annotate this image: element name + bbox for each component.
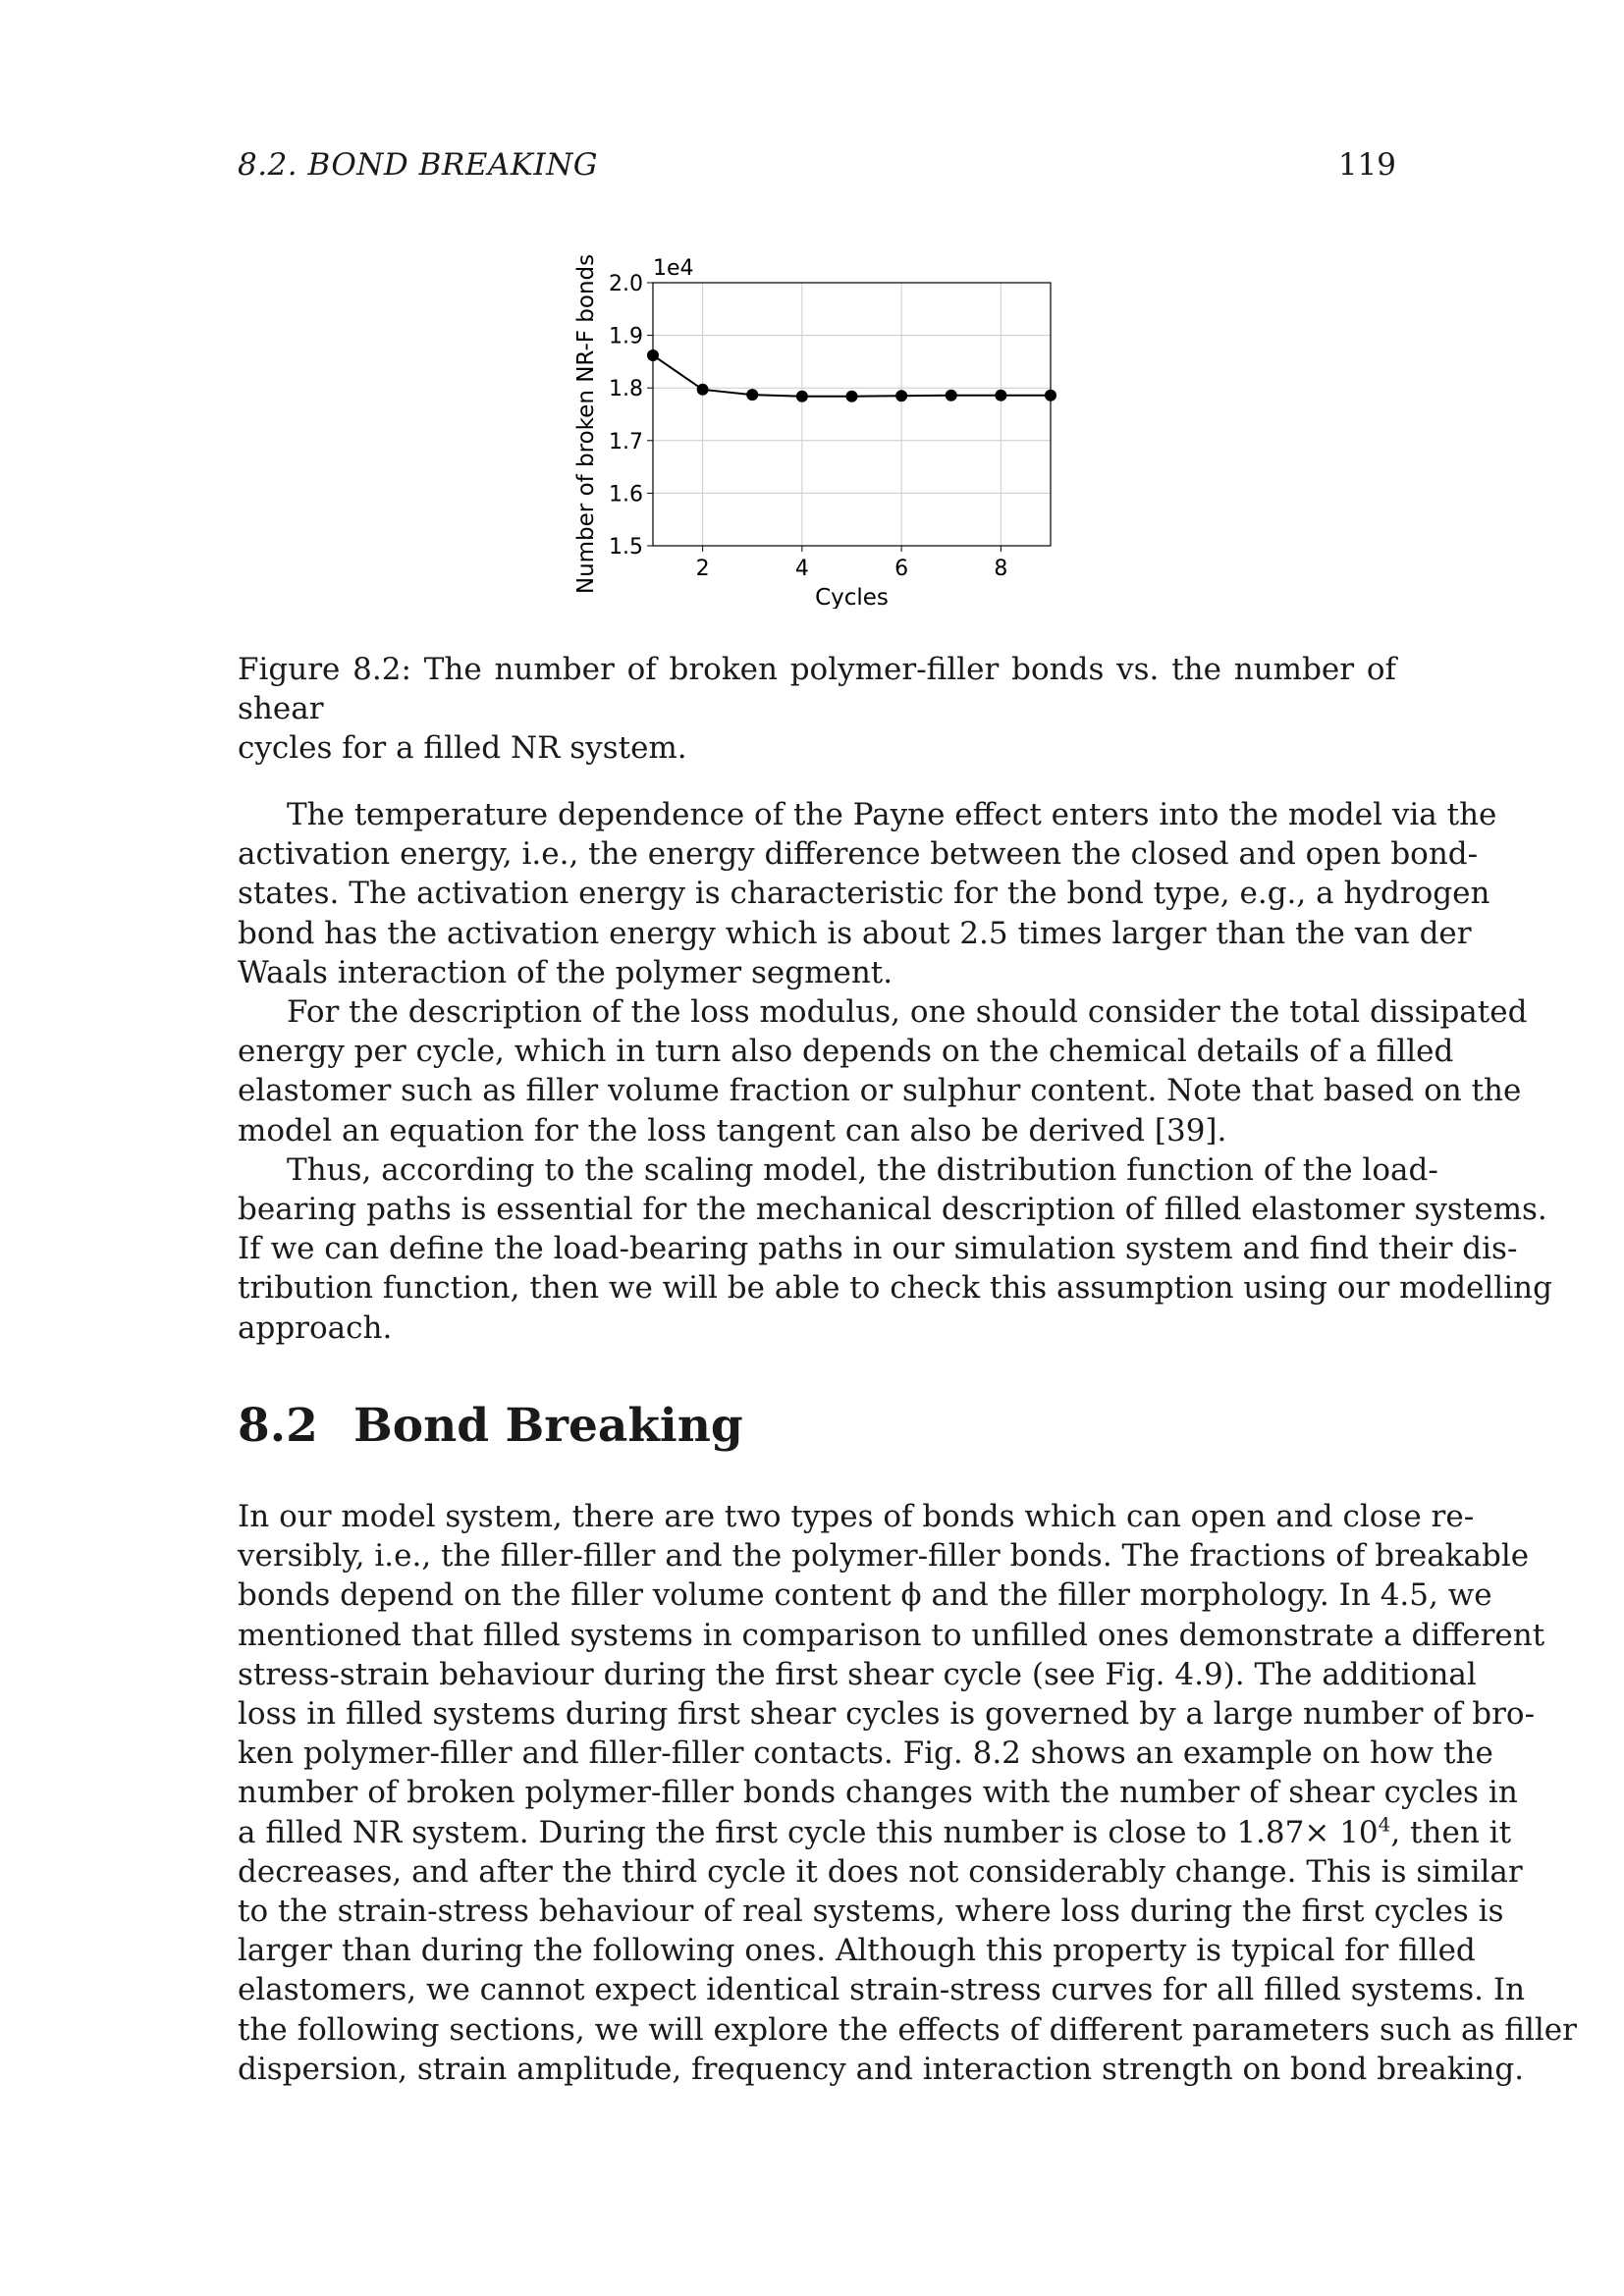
y-tick-label: 1.5 [609,535,643,560]
text-line: versibly, i.e., the filler-filler and the polymer-filler bonds. The fractions of breakable [238,1538,1530,1575]
text-line: activation energy, i.e., the energy difference between the closed and open bond- [238,836,1479,873]
data-point [647,349,659,361]
caption-line: cycles for a filled NR system. [238,730,687,766]
text-line: states. The activation energy is characteristic for the bond type, e.g., a hydrogen [238,876,1490,912]
data-point [846,391,858,402]
text-line: In our model system, there are two types of bonds which can open and close re- [238,1499,1475,1534]
text-line: tribution function, then we will be able to check this assumption using our modelling [238,1270,1552,1307]
paragraph-3 [238,1150,1552,1348]
text-line: the following sections, we will explore the effects of different parameters such as filler [238,2011,1577,2048]
text-line: The temperature dependence of the Payne effect enters into the model via the [287,797,1497,832]
text-line: For the description of the loss modulus, one should consider the total dissipated [287,994,1528,1031]
y-tick-label: 2.0 [609,272,643,296]
section-number: 8.2 [238,1399,318,1453]
text-line: If we can define the load-bearing paths in our simulation system and find their dis- [238,1231,1518,1267]
broken-bonds-chart [569,236,1080,609]
page-header [238,147,1396,196]
section-body [238,1497,1577,2089]
text-line: dispersion, strain amplitude, frequency and interaction strength on bond breaking. [238,2051,1525,2087]
text-line: stress-strain behaviour during the first shear cycle (see Fig. 4.9). The additional [238,1656,1477,1692]
data-point [895,390,907,401]
x-tick-label: 8 [994,557,1008,581]
x-axis-label: Cycles [815,585,889,609]
data-point [946,390,957,401]
x-tick-label: 4 [794,557,809,581]
data-point [1045,390,1056,401]
text-fragment: a filled NR system. During the first cycle this number is close to 1.87× 10 [238,1814,1379,1850]
text-line: approach. [238,1309,393,1346]
data-point [995,390,1006,401]
data-series-line [653,355,1051,397]
section-title: Bond Breaking [353,1399,743,1453]
page-number: 119 [1337,147,1396,183]
text-line-with-superscript [238,1812,1512,1852]
y-axis-label: Number of broken NR-F bonds [573,253,599,595]
text-line: loss in filled systems during first shear cycles is governed by a large number of bro- [238,1696,1536,1733]
text-line: larger than during the following ones. Although this property is typical for filled [238,1933,1476,1969]
intro-paragraphs [238,795,1552,1348]
plot-frame [653,283,1051,546]
data-point [746,389,758,400]
y-tick-label: 1.7 [609,429,643,454]
text-line: model an equation for the loss tangent can also be derived [39]. [238,1112,1227,1148]
text-line: elastomer such as filler volume fraction or sulphur content. Note that based on the [238,1073,1522,1109]
text-line: bond has the activation energy which is about 2.5 times larger than the van der [238,915,1472,951]
x-tick-label: 2 [695,557,710,581]
text-line: ken polymer-filler and filler-filler contacts. Fig. 8.2 shows an example on how the [238,1735,1493,1772]
y-tick-label: 1.6 [609,482,643,507]
section-heading [238,1399,743,1453]
data-point [697,384,709,396]
text-line: number of broken polymer-filler bonds changes with the number of shear cycles in [238,1775,1518,1811]
text-line: Waals interaction of the polymer segment. [238,954,893,990]
superscript-exponent: 4 [1378,1812,1391,1837]
y-tick-label: 1.8 [609,377,643,402]
paragraph-4 [238,1497,1577,2089]
paragraph-1 [238,795,1497,992]
text-line: mentioned that filled systems in comparison to unfilled ones demonstrate a different [238,1617,1545,1653]
text-fragment: , then it [1390,1814,1512,1850]
running-title: 8.2. BOND BREAKING [238,147,599,183]
text-line: elastomers, we cannot expect identical strain-stress curves for all filled systems. In [238,1972,1526,2008]
text-line: bearing paths is essential for the mechanical description of filled elastomer systems. [238,1192,1547,1228]
text-line: Thus, according to the scaling model, the distribution function of the load- [287,1151,1438,1188]
offset-label: 1e4 [653,256,694,281]
figure-caption [238,650,1396,768]
text-line: decreases, and after the third cycle it does not considerably change. This is similar [238,1853,1523,1890]
text-line: energy per cycle, which in turn also depends on the chemical details of a filled [238,1034,1454,1070]
text-line: bonds depend on the filler volume content ϕ and the filler morphology. In 4.5, we [238,1577,1492,1614]
x-tick-label: 6 [894,557,909,581]
caption-line: Figure 8.2: The number of broken polymer-filler bonds vs. the number of shear [238,652,1396,726]
y-tick-label: 1.9 [609,324,643,349]
paragraph-2 [238,992,1528,1150]
text-line: to the strain-stress behaviour of real systems, where loss during the first cycles is [238,1894,1504,1930]
data-point [796,391,808,402]
